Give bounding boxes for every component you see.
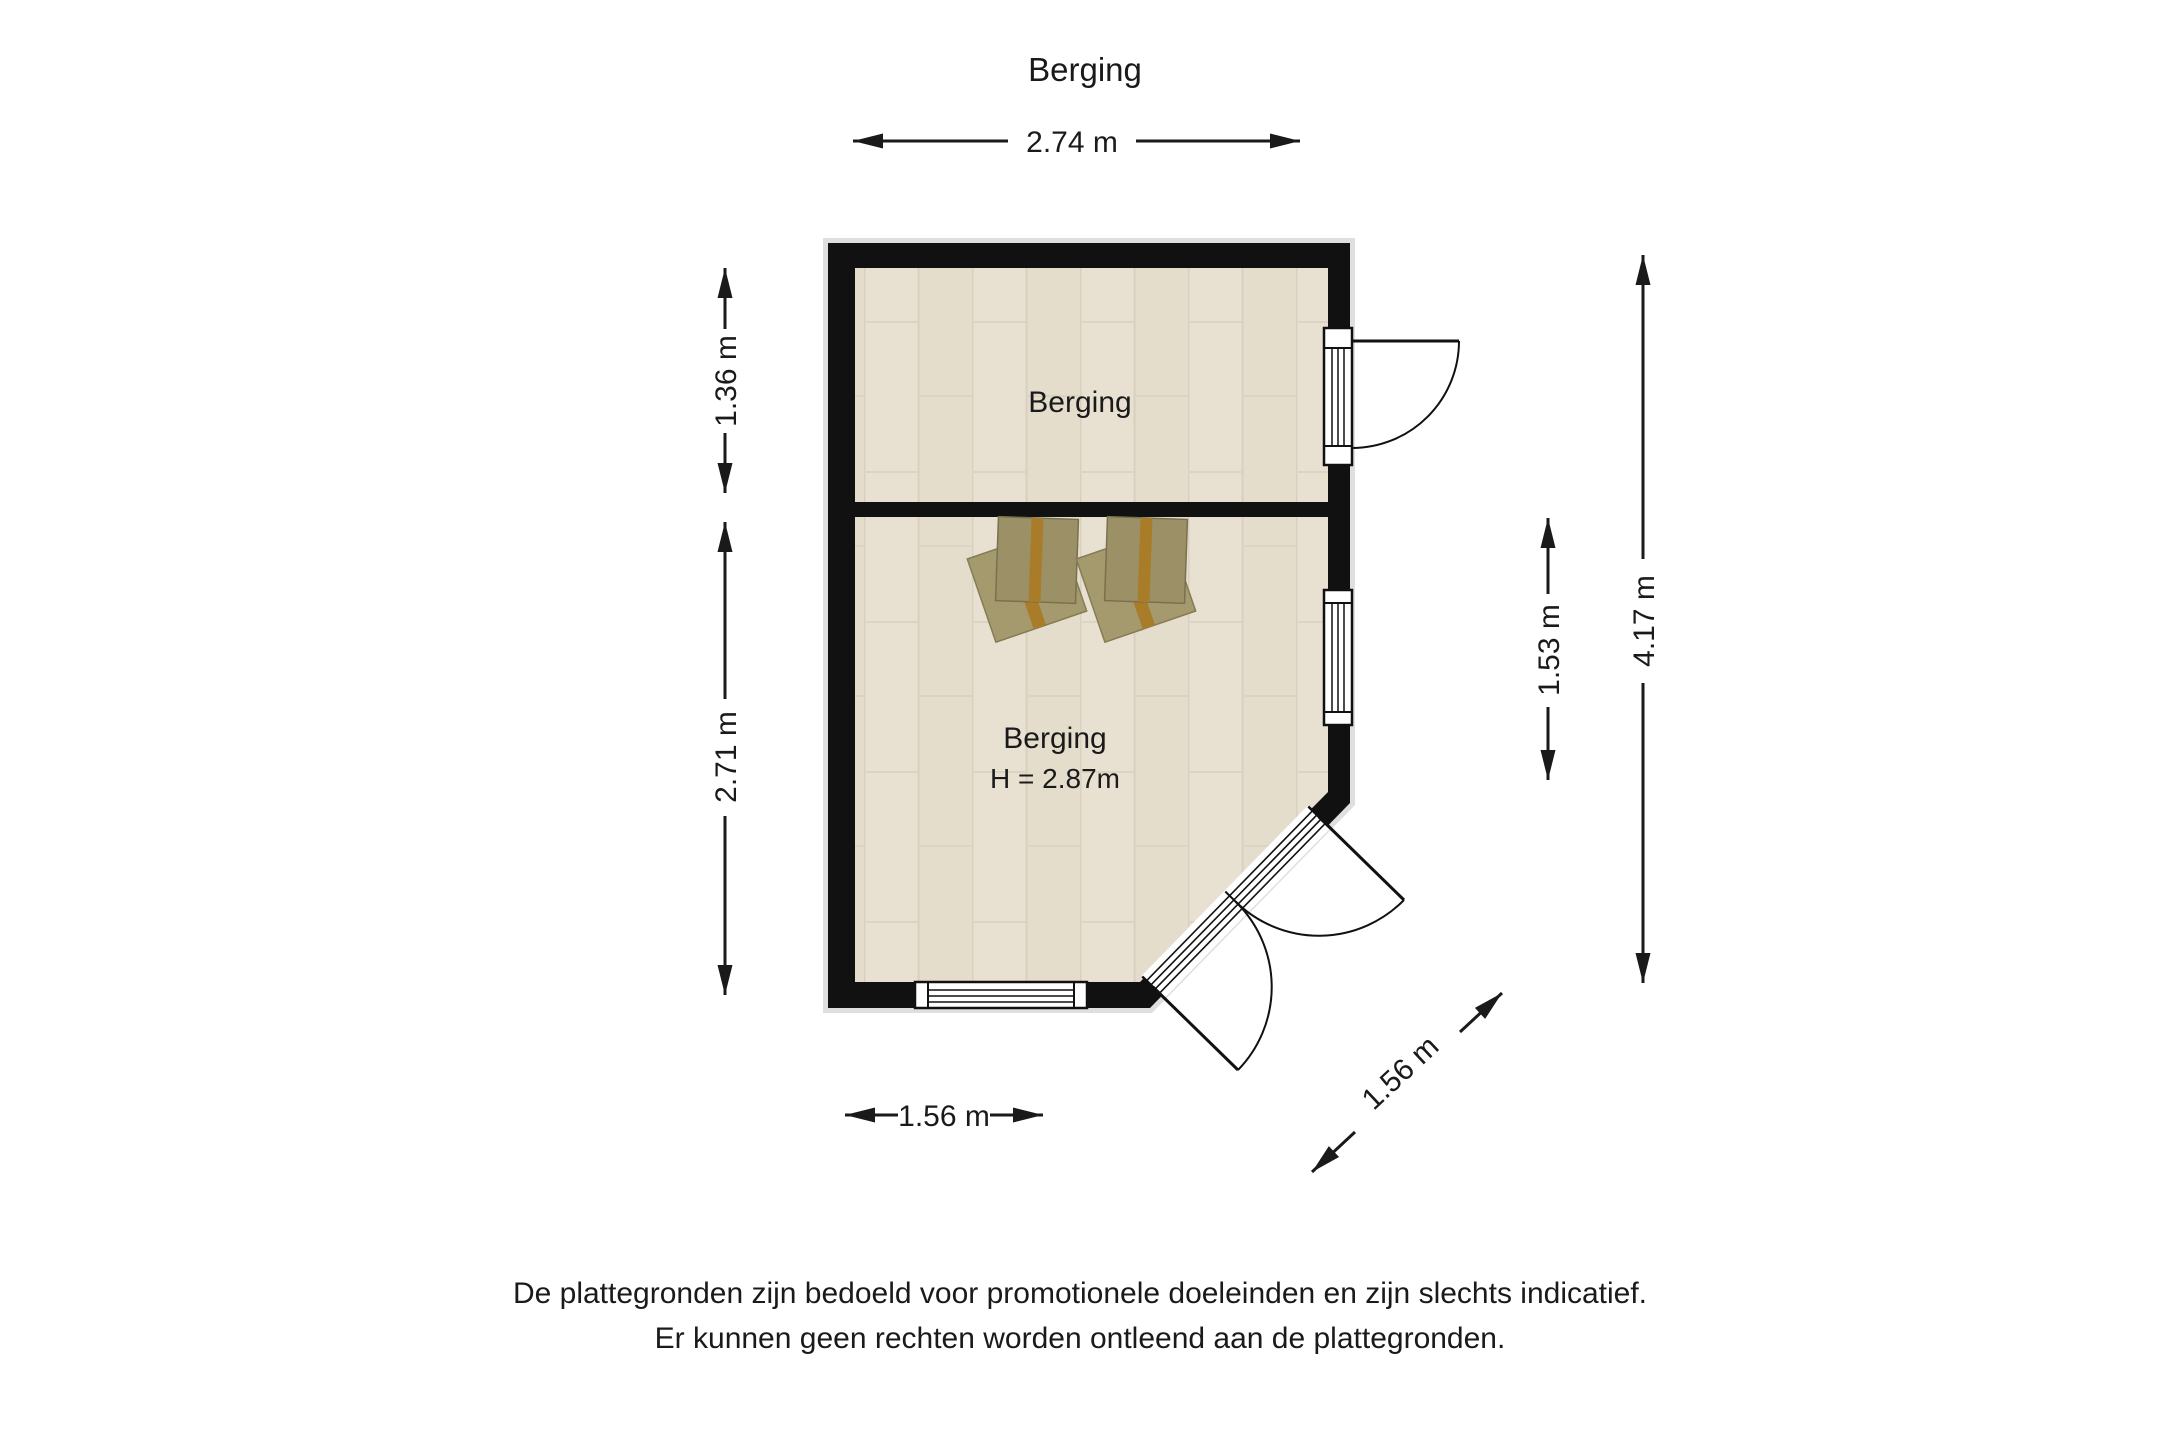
dim-left-upper-label: 1.36 m: [710, 335, 743, 427]
door-leaf: [1153, 987, 1238, 1070]
door-swing-arc: [1236, 900, 1404, 936]
dim-diagonal-label: 1.56 m: [1355, 1029, 1446, 1117]
room-top-floor: [855, 268, 1328, 502]
footer-disclaimer-line2: Er kunnen geen rechten worden ontleend aan de plattegronden.: [654, 1322, 1506, 1355]
dim-top-label: 2.74 m: [1026, 126, 1118, 159]
window-bottom: [915, 982, 1087, 1008]
footer-disclaimer-line1: De plattegronden zijn bedoeld voor promotionele doeleinden en zijn slechts indicatief.: [512, 1277, 1648, 1310]
door-top-right: [1324, 328, 1459, 465]
door-swing-arc: [1352, 341, 1459, 448]
dim-left-lower-label: 2.71 m: [710, 711, 743, 803]
room-top-label: Berging: [1028, 386, 1132, 419]
dim-right-section-label: 1.53 m: [1533, 604, 1566, 696]
room-bottom-label: Berging: [1003, 722, 1107, 755]
dim-bottom-label: 1.56 m: [898, 1100, 990, 1133]
window-right: [1324, 590, 1352, 725]
door-swing-arc: [1236, 902, 1272, 1070]
room-bottom-height-label: H = 2.87m: [990, 763, 1120, 794]
door-leaf: [1319, 817, 1404, 900]
dim-right-total-label: 4.17 m: [1628, 575, 1661, 667]
page-title: Berging: [1028, 51, 1142, 88]
